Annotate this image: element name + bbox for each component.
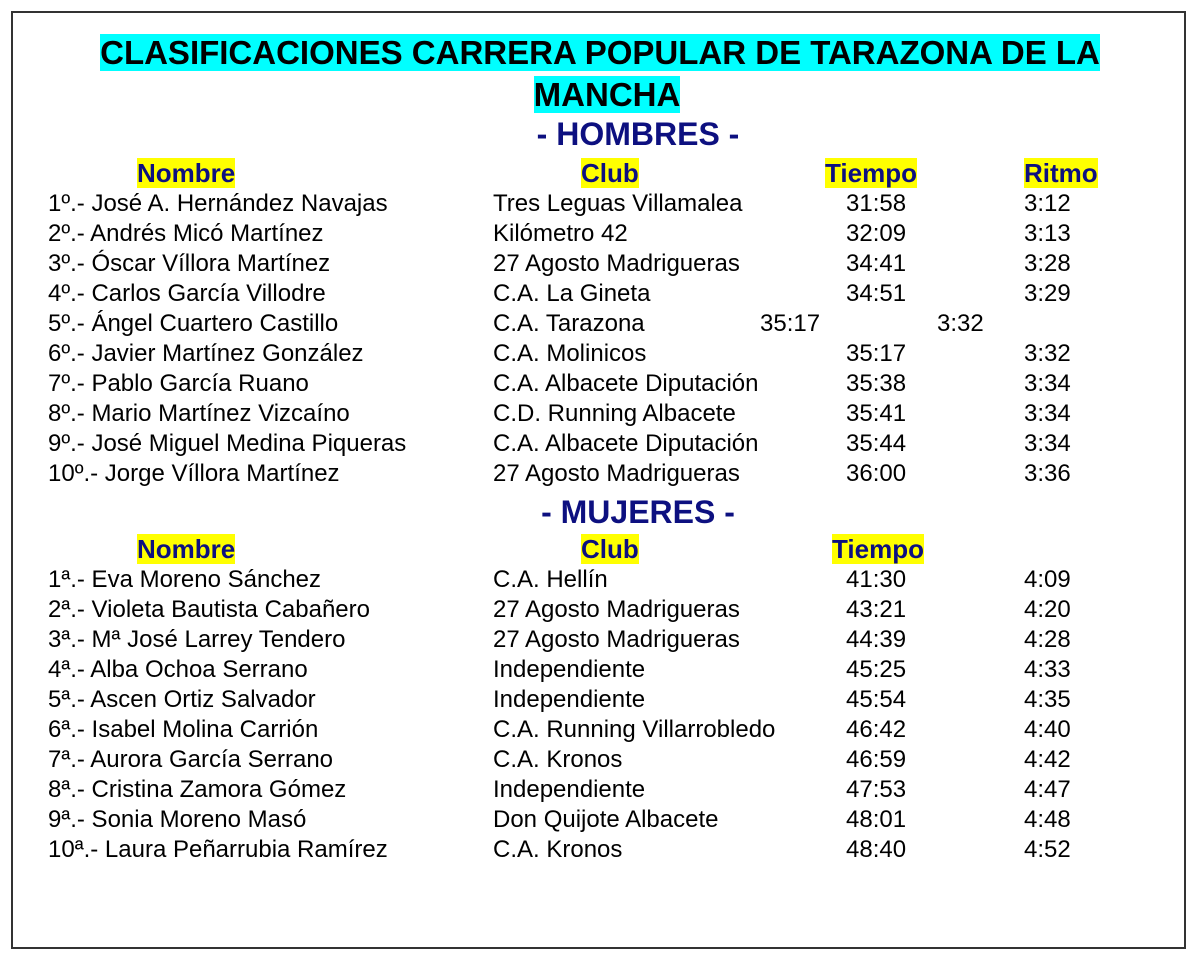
result-row	[0, 805, 1200, 835]
result-row	[0, 595, 1200, 625]
pace-value: 3:13	[1024, 220, 1071, 247]
club-name: C.A. Kronos	[493, 836, 623, 863]
pace-value: 3:34	[1024, 400, 1071, 427]
runner-name: 1ª.- Eva Moreno Sánchez	[48, 566, 322, 593]
result-row	[0, 219, 1200, 249]
runner-name: 2ª.- Violeta Bautista Cabañero	[48, 596, 370, 623]
pace-value: 4:40	[1024, 716, 1071, 743]
finish-time: 48:01	[846, 806, 907, 833]
finish-time: 35:41	[846, 400, 907, 427]
men-header-club: Club	[581, 158, 639, 188]
result-row	[0, 835, 1200, 865]
finish-time: 48:40	[846, 836, 907, 863]
result-row	[0, 459, 1200, 489]
finish-time: 35:38	[846, 370, 907, 397]
finish-time: 43:21	[846, 596, 907, 623]
result-row	[0, 775, 1200, 805]
runner-name: 5ª.- Ascen Ortiz Salvador	[48, 686, 316, 713]
finish-time: 34:51	[846, 280, 907, 307]
runner-name: 10º.- Jorge Víllora Martínez	[48, 460, 340, 487]
finish-time: 35:17	[846, 340, 907, 367]
result-row	[0, 309, 1200, 339]
finish-time: 32:09	[846, 220, 907, 247]
finish-time: 44:39	[846, 626, 907, 653]
finish-time: 46:59	[846, 746, 907, 773]
result-row	[0, 685, 1200, 715]
runner-name: 10ª.- Laura Peñarrubia Ramírez	[48, 836, 388, 863]
finish-time: 36:00	[846, 460, 907, 487]
pace-value: 3:34	[1024, 370, 1071, 397]
pace-value: 3:28	[1024, 250, 1071, 277]
result-row	[0, 715, 1200, 745]
runner-name: 7ª.- Aurora García Serrano	[48, 746, 334, 773]
pace-value: 4:52	[1024, 836, 1071, 863]
result-row	[0, 279, 1200, 309]
club-name: 27 Agosto Madrigueras	[493, 596, 740, 623]
club-name: C.A. Hellín	[493, 566, 608, 593]
club-name: C.D. Running Albacete	[493, 400, 736, 427]
runner-name: 2º.- Andrés Micó Martínez	[48, 220, 324, 247]
finish-time: 47:53	[846, 776, 907, 803]
pace-value: 3:34	[1024, 430, 1071, 457]
pace-value: 3:32	[1024, 340, 1071, 367]
runner-name: 1º.- José A. Hernández Navajas	[48, 190, 388, 217]
club-name: C.A. Running Villarrobledo	[493, 716, 776, 743]
finish-time: 35:44	[846, 430, 907, 457]
page-title-line-1: CLASIFICACIONES CARRERA POPULAR DE TARAZONA DE LA	[100, 34, 1100, 71]
pace-value: 3:32	[937, 310, 984, 337]
men-header-pace: Ritmo	[1024, 158, 1098, 188]
finish-time: 45:25	[846, 656, 907, 683]
pace-value: 4:48	[1024, 806, 1071, 833]
club-name: Independiente	[493, 656, 646, 683]
club-name: Tres Leguas Villamalea	[493, 190, 743, 217]
men-header-time: Tiempo	[825, 158, 917, 188]
men-header-name: Nombre	[137, 158, 236, 188]
result-row	[0, 249, 1200, 279]
pace-value: 4:47	[1024, 776, 1071, 803]
pace-value: 4:20	[1024, 596, 1071, 623]
result-row	[0, 369, 1200, 399]
club-name: C.A. Albacete Diputación	[493, 370, 759, 397]
club-name: C.A. La Gineta	[493, 280, 651, 307]
pace-value: 3:36	[1024, 460, 1071, 487]
finish-time: 41:30	[846, 566, 907, 593]
runner-name: 4ª.- Alba Ochoa Serrano	[48, 656, 308, 683]
runner-name: 7º.- Pablo García Ruano	[48, 370, 309, 397]
result-row	[0, 625, 1200, 655]
finish-time: 35:17	[760, 310, 821, 337]
club-name: C.A. Kronos	[493, 746, 623, 773]
pace-value: 4:35	[1024, 686, 1071, 713]
pace-value: 3:29	[1024, 280, 1071, 307]
club-name: 27 Agosto Madrigueras	[493, 626, 740, 653]
club-name: Don Quijote Albacete	[493, 806, 719, 833]
runner-name: 9ª.- Sonia Moreno Masó	[48, 806, 307, 833]
runner-name: 6ª.- Isabel Molina Carrión	[48, 716, 319, 743]
finish-time: 34:41	[846, 250, 907, 277]
runner-name: 9º.- José Miguel Medina Piqueras	[48, 430, 407, 457]
result-row	[0, 745, 1200, 775]
club-name: Kilómetro 42	[493, 220, 628, 247]
club-name: 27 Agosto Madrigueras	[493, 460, 740, 487]
pace-value: 4:33	[1024, 656, 1071, 683]
club-name: C.A. Tarazona	[493, 310, 645, 337]
club-name: C.A. Molinicos	[493, 340, 647, 367]
runner-name: 3º.- Óscar Víllora Martínez	[48, 250, 331, 277]
result-row	[0, 339, 1200, 369]
club-name: C.A. Albacete Diputación	[493, 430, 759, 457]
pace-value: 4:42	[1024, 746, 1071, 773]
result-row	[0, 189, 1200, 219]
runner-name: 8º.- Mario Martínez Vizcaíno	[48, 400, 350, 427]
club-name: 27 Agosto Madrigueras	[493, 250, 740, 277]
finish-time: 46:42	[846, 716, 907, 743]
finish-time: 45:54	[846, 686, 907, 713]
runner-name: 5º.- Ángel Cuartero Castillo	[48, 310, 339, 337]
result-row	[0, 565, 1200, 595]
women-header-name: Nombre	[137, 534, 236, 564]
result-row	[0, 399, 1200, 429]
men-section-heading: - HOMBRES -	[536, 116, 740, 152]
result-row	[0, 655, 1200, 685]
finish-time: 31:58	[846, 190, 907, 217]
page-title-line-2: MANCHA	[533, 76, 681, 113]
pace-value: 4:28	[1024, 626, 1071, 653]
runner-name: 8ª.- Cristina Zamora Gómez	[48, 776, 347, 803]
runner-name: 3ª.- Mª José Larrey Tendero	[48, 626, 346, 653]
women-section-heading: - MUJERES -	[541, 494, 735, 530]
runner-name: 6º.- Javier Martínez González	[48, 340, 364, 367]
club-name: Independiente	[493, 776, 646, 803]
pace-value: 4:09	[1024, 566, 1071, 593]
runner-name: 4º.- Carlos García Villodre	[48, 280, 326, 307]
result-row	[0, 429, 1200, 459]
women-header-club: Club	[581, 534, 639, 564]
pace-value: 3:12	[1024, 190, 1071, 217]
women-header-time: Tiempo	[832, 534, 924, 564]
club-name: Independiente	[493, 686, 646, 713]
